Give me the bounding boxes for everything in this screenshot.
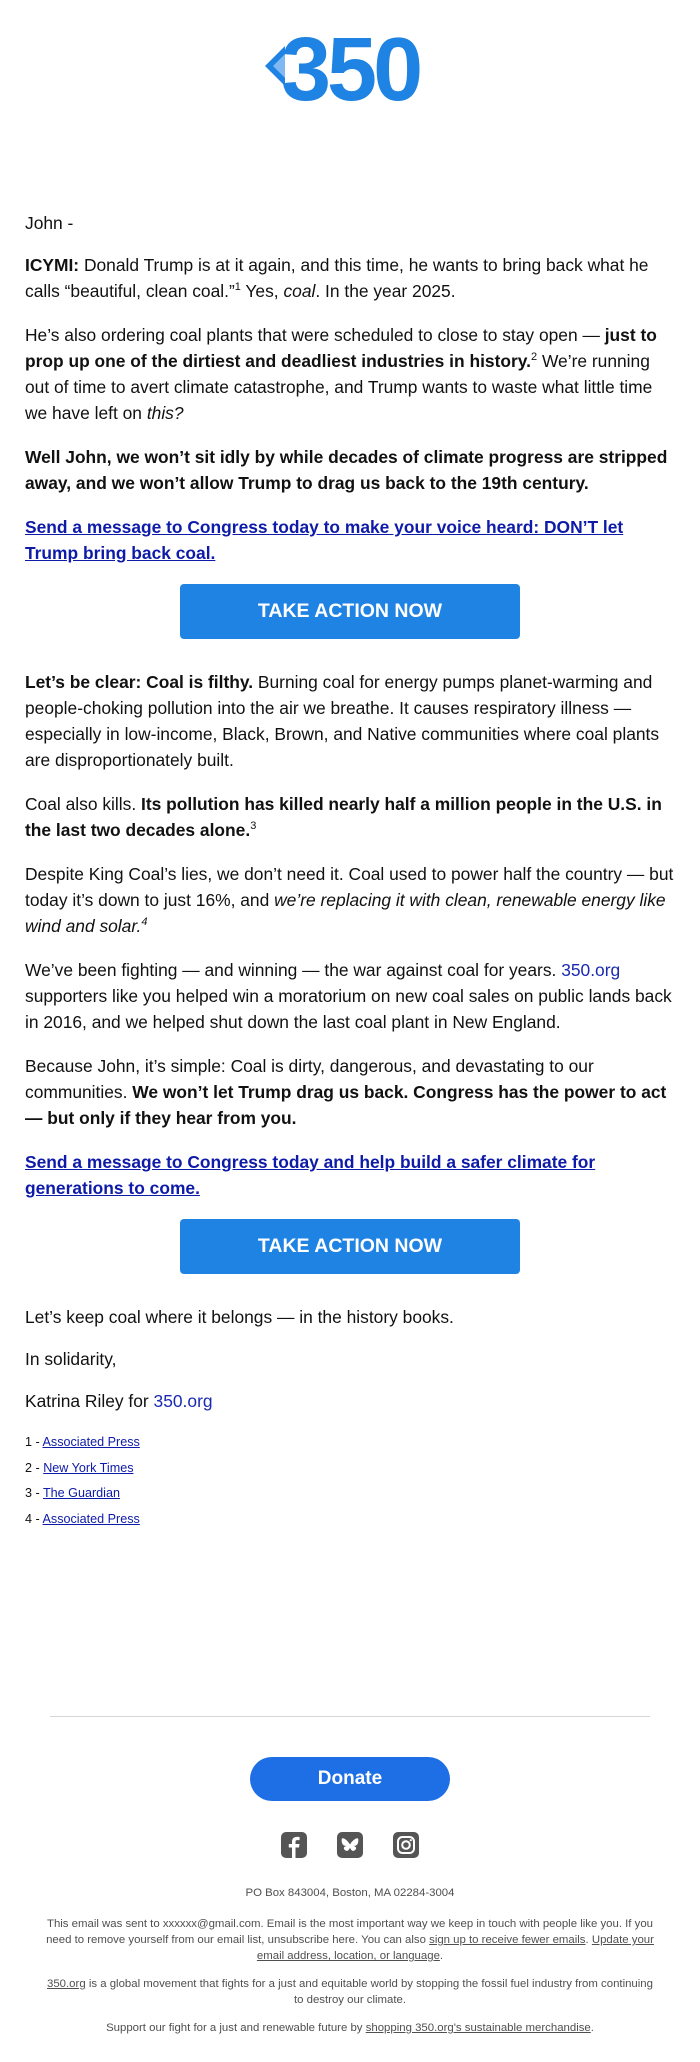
text: Support our fight for a just and renewable future by — [106, 2022, 366, 2034]
350-org-link[interactable]: 350.org — [561, 960, 621, 980]
mailing-address: PO Box 843004, Boston, MA 02284-3004 — [245, 1887, 455, 1899]
footnote-ref-2: 2 — [530, 351, 538, 364]
footnote-3 — [25, 1481, 675, 1507]
text: . — [585, 1934, 592, 1946]
text: Despite King Coal’s lies, we don’t need it. Coal used to power half the country — but today it’s down to just 16%, and — [25, 864, 674, 910]
footnote-ref-3: 3 — [250, 820, 257, 833]
footnote-number: 3 - — [25, 1486, 43, 1500]
text: We’re running out of time to avert climate catastrophe, and Trump wants to waste what little time we have left on — [25, 351, 653, 423]
text: supporters like you helped win a moratorium on new coal sales on public lands back in 2016, and we helped shut down the last coal plant in New England. — [25, 986, 672, 1032]
signature-name: Katrina Riley for — [25, 1391, 154, 1411]
footnote-4 — [25, 1507, 675, 1533]
signature — [25, 1388, 675, 1414]
bluesky-icon[interactable] — [336, 1831, 364, 1864]
take-action-button-2[interactable]: TAKE ACTION NOW — [180, 1219, 520, 1274]
email-notice — [45, 1916, 655, 1964]
signature-350-link[interactable]: 350.org — [153, 1391, 213, 1411]
text-bold: just to prop up one of the dirtiest and deadliest industries in history. — [25, 325, 657, 371]
email-body — [25, 210, 675, 1532]
footer-350-link[interactable]: 350.org — [47, 1978, 86, 1990]
update-email-link[interactable]: Update your email address, location, or language — [256, 1934, 654, 1962]
footnote-number: 1 - — [25, 1435, 43, 1449]
merchandise-link[interactable]: shopping 350.org's sustainable merchandise — [365, 2022, 591, 2034]
fewer-emails-link[interactable]: sign up to receive fewer emails — [429, 1934, 586, 1946]
text: Yes, — [240, 281, 284, 301]
greeting: John - — [25, 213, 74, 233]
paragraph-history-books: Let’s keep coal where it belongs — in the history books. — [25, 1307, 454, 1327]
footnote-link-4[interactable]: Associated Press — [42, 1511, 140, 1526]
text: This email was sent to xxxxxx@gmail.com. Email is the most important way we keep in touch with people like you. If you need to remove yourself from our email list, unsubscribe here. You can also — [46, 1918, 654, 1946]
footer-divider — [50, 1716, 650, 1717]
footnote-number: 4 - — [25, 1511, 43, 1526]
paragraph-coal-kills — [25, 791, 675, 843]
text: Burning coal for energy pumps planet-warming and people-choking pollution into the air we breathe. It causes respiratory illness — especially in low-income, Black, Brown, and Native communities where coal plants are disproportionately built. — [25, 672, 660, 770]
about-350 — [45, 1976, 655, 2008]
paragraph-coal-plants — [25, 322, 675, 426]
footnote-link-2[interactable]: New York Times — [43, 1460, 134, 1475]
congress-message-link[interactable]: Send a message to Congress today to make your voice heard: DON’T let Trump bring back coal. — [25, 517, 624, 563]
text: is a global movement that fights for a just and equitable world by stopping the fossil fuel industry from continuing to destroy our climate. — [85, 1978, 653, 2006]
paragraph-well-john: Well John, we won’t sit idly by while decades of climate progress are stripped away, and we won’t allow Trump to drag us back to the 19th century. — [25, 447, 668, 493]
donate-button[interactable]: Donate — [250, 1757, 450, 1801]
footnotes — [25, 1430, 675, 1532]
footnote-ref-1: 1 — [234, 281, 241, 294]
text: Coal also kills. — [25, 794, 141, 814]
paragraph-icymi — [25, 252, 675, 304]
text: He’s also ordering coal plants that were scheduled to close to stay open — — [25, 325, 605, 345]
signoff: In solidarity, — [25, 1349, 117, 1369]
paragraph-coal-filthy — [25, 669, 675, 773]
support-notice — [45, 2020, 655, 2036]
text-italic: this? — [146, 403, 184, 423]
paragraph-because-john — [25, 1053, 675, 1131]
facebook-icon[interactable] — [280, 1831, 308, 1864]
social-links — [0, 1831, 700, 1861]
footnote-ref-4: 4 — [141, 916, 148, 929]
paragraph-link-1 — [25, 514, 675, 566]
paragraph-fighting — [25, 957, 675, 1035]
text: . — [590, 2022, 594, 2034]
paragraph-king-coal — [25, 861, 675, 939]
footer — [0, 1716, 700, 2036]
footnote-1 — [25, 1430, 675, 1456]
footnote-link-1[interactable]: Associated Press — [42, 1435, 140, 1449]
footnote-number: 2 - — [25, 1460, 44, 1475]
text: We’ve been fighting — and winning — the war against coal for years. — [25, 960, 562, 980]
paragraph-link-2 — [25, 1149, 675, 1201]
text: . — [439, 1950, 444, 1962]
text: . In the year 2025. — [315, 281, 456, 301]
text: Donald Trump is at it again, and this time, he wants to bring back what he calls “beautiful, clean coal.” — [25, 255, 649, 301]
text-bold: Let’s be clear: Coal is filthy. — [25, 672, 254, 692]
text-italic: coal — [283, 281, 316, 301]
instagram-icon[interactable] — [392, 1831, 420, 1864]
logo-text: 350 — [280, 30, 419, 108]
safer-climate-link[interactable]: Send a message to Congress today and help build a safer climate for generations to come. — [25, 1152, 596, 1198]
350-logo[interactable] — [0, 30, 700, 113]
take-action-button[interactable]: TAKE ACTION NOW — [180, 584, 520, 639]
footnote-2 — [25, 1456, 675, 1482]
text-italic: we’re replacing it with clean, renewable energy like wind and solar. — [25, 890, 666, 936]
text: Because John, it’s simple: Coal is dirty, dangerous, and devastating to our communities. — [25, 1056, 594, 1102]
text-bold: Its pollution has killed nearly half a million people in the U.S. in the last two decades alone. — [25, 794, 662, 840]
footnote-link-3[interactable]: The Guardian — [42, 1486, 120, 1500]
text-bold: We won’t let Trump drag us back. Congress has the power to act — but only if they hear from you. — [25, 1082, 667, 1128]
icymi-lead: ICYMI: — [25, 255, 80, 275]
